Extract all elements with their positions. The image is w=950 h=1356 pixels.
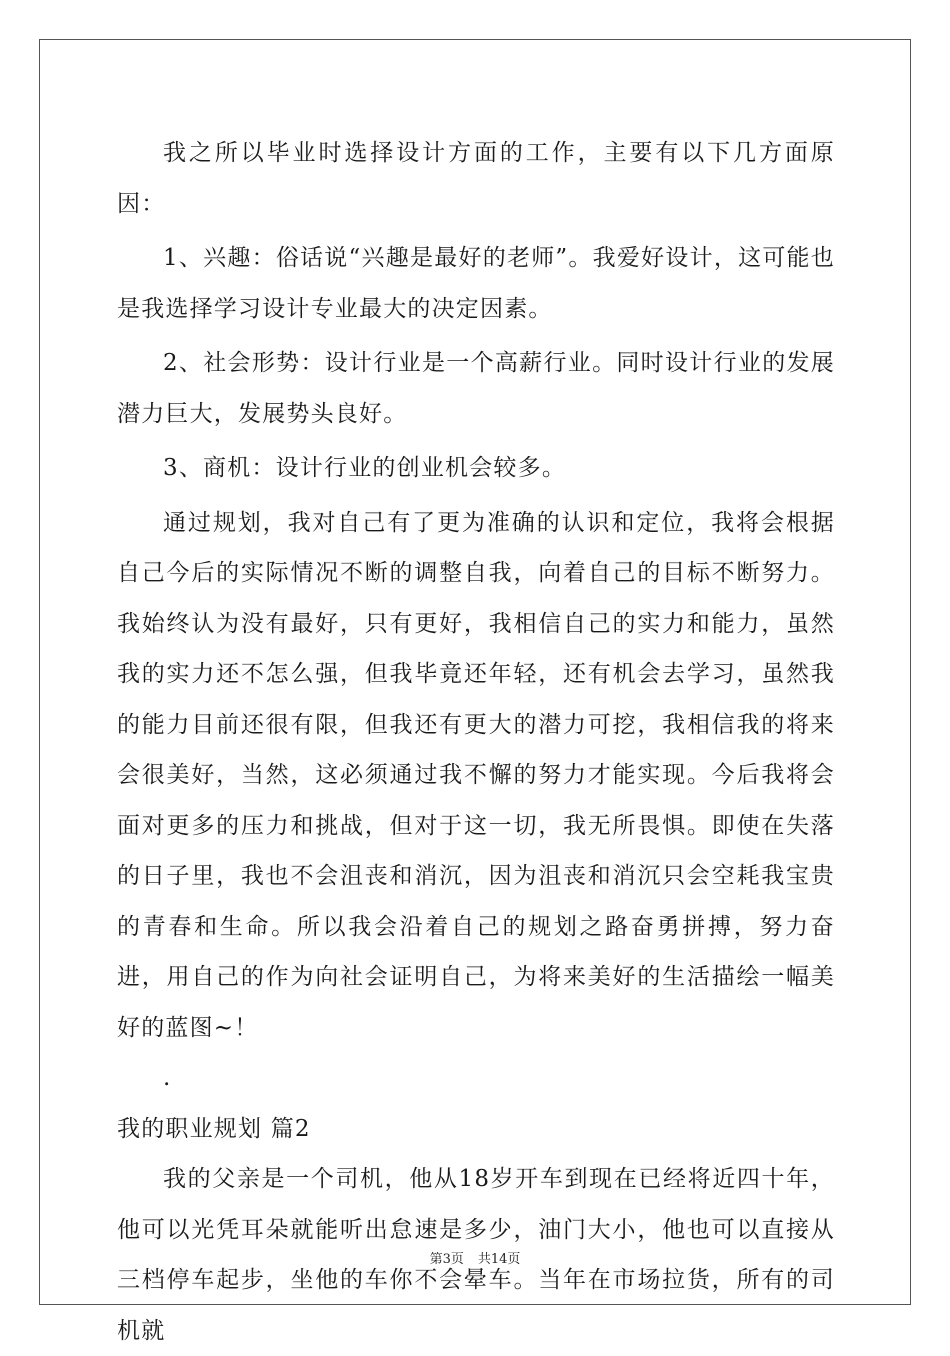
document-body xyxy=(117,128,835,1356)
separator-dot: . xyxy=(163,1065,172,1091)
paragraph-reason-opportunity: 3、商机：设计行业的创业机会较多。 xyxy=(163,455,567,481)
paragraph-conclusion: 通过规划，我对自己有了更为准确的认识和定位，我将会根据自己今后的实际情况不断的调整自我，向着自己的目标不断努力。我始终认为没有最好，只有更好，我相信自己的实力和能力，虽然我的实力还不怎么强，但我毕竟还年轻，还有机会去学习，虽然我的能力目前还很有限，但我还有更大的潜力可挖，我相信我的将来会很美好，当然，这必须通过我不懈的努力才能实现。今后我将会面对更多的压力和挑战，但对于这一切，我无所畏惧。即使在失落的日子里，我也不会沮丧和消沉，因为沮丧和消沉只会空耗我宝贵的青春和生命。所以我会沿着自己的规划之路奋勇拼搏，努力奋进，用自己的作为向社会证明自己，为将来美好的生活描绘一幅美好的蓝图~！ xyxy=(117,509,835,1041)
page-total: 共14页 xyxy=(477,1252,521,1267)
paragraph-reason-interest: 1、兴趣：俗话说“兴趣是最好的老师”。我爱好设计，这可能也是我选择学习设计专业最大的决定因素。 xyxy=(117,245,835,322)
paragraph-intro: 我之所以毕业时选择设计方面的工作，主要有以下几方面原因： xyxy=(117,140,835,217)
section-heading: 我的职业规划 篇2 xyxy=(117,1115,311,1142)
paragraph-father: 我的父亲是一个司机，他从18岁开车到现在已经将近四十年，他可以光凭耳朵就能听出怠速是多少，油门大小，他也可以直接从三档停车起步，坐他的车你不会晕车。当年在市场拉货，所有的司机就 xyxy=(117,1166,835,1344)
paragraph-reason-society: 2、社会形势：设计行业是一个高薪行业。同时设计行业的发展潜力巨大，发展势头良好。 xyxy=(117,350,835,427)
page-footer xyxy=(0,1248,950,1267)
page-number: 第3页 xyxy=(429,1252,464,1267)
